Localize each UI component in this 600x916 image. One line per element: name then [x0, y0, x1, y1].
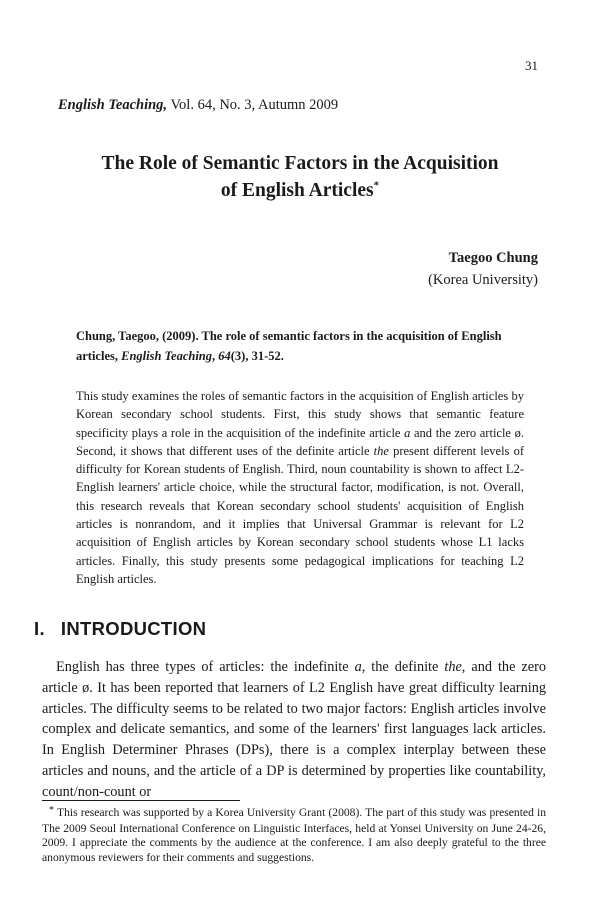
- journal-header: [58, 97, 338, 114]
- title-line-2: [60, 177, 540, 204]
- intro-text-2: , the definite: [361, 659, 445, 675]
- author-affiliation: (Korea University): [428, 272, 538, 288]
- abstract-article-the: the: [373, 443, 389, 458]
- section-heading: [34, 618, 206, 640]
- intro-article-a: a: [354, 659, 362, 675]
- abstract-text-1: This study examines the roles of semantic factors in the acquisition of English articles by Korean secondary school students. First, this study shows that semantic feature specificity plays a role in the acquisition of the indefinite article: [76, 389, 524, 440]
- footnote-rule: [42, 800, 240, 801]
- intro-article-the: the,: [444, 659, 466, 675]
- intro-text-3: and the zero article ø. It has been reported that learners of L2 English have great difficulty learning articles. The difficulty seems to be related to two major factors: English articles involve complex and delicate semantics, and some of the learners' first languages lack articles. In English Determiner Phrases (DPs), there is a complex interplay between these articles and nouns, and the article of a DP is determined by properties like countability, count/non-count or: [42, 659, 546, 800]
- page-number: 31: [525, 58, 538, 73]
- abstract-text-2: and the zero article ø. Second, it shows that different uses of the definite article: [76, 425, 524, 458]
- intro-paragraph: [42, 657, 546, 803]
- author-name: Taegoo Chung: [448, 250, 538, 266]
- section-number: I.: [34, 618, 45, 639]
- title-line-1: The Role of Semantic Factors in the Acquisition: [101, 153, 499, 174]
- citation-volume: 64: [218, 349, 231, 363]
- citation: [76, 326, 524, 366]
- title-line-2-text: of English Articles: [220, 180, 374, 201]
- citation-journal: English Teaching: [121, 349, 213, 363]
- author-block: [428, 247, 538, 291]
- footnote: [42, 806, 546, 865]
- citation-rest: (3), 31-52.: [230, 349, 284, 363]
- paper-title: [60, 150, 540, 204]
- intro-text-1: English has three types of articles: the indefinite: [56, 659, 355, 675]
- abstract-text-3: present different levels of difficulty for Korean students of English. Third, noun countability is shown to affect L2-English learners' article choice, while the structural factor, modification, is not. Overall, this research reveals that Korean secondary school students' acquisition of English articles is nonrandom, and it implies that Universal Grammar is relevant for L2 acquisition of English articles by Korean secondary school students whose L1 lacks articles. Finally, this study presents some pedagogical implications for teaching L2 English articles.: [76, 443, 524, 586]
- abstract-article-a: a: [404, 425, 411, 440]
- journal-issue: Vol. 64, No. 3, Autumn 2009: [170, 97, 339, 113]
- section-title: INTRODUCTION: [60, 618, 207, 639]
- citation-volume-sep: ,: [212, 349, 219, 363]
- citation-text: Chung, Taegoo, (2009). The role of semantic factors in the acquisition of English articles,: [76, 329, 502, 363]
- journal-name: English Teaching,: [58, 97, 168, 113]
- footnote-mark: *: [49, 805, 54, 816]
- abstract: [76, 387, 524, 588]
- footnote-text: This research was supported by a Korea University Grant (2008). The part of this study was presented in The 2009 Seoul International Conference on Linguistic Interfaces, held at Yonsei University on June 24-26, 2009. I appreciate the comments by the audience at the conference. I am also deeply grateful to the three anonymous reviewers for their comments and suggestions.: [42, 806, 546, 864]
- title-footnote-mark: *: [373, 179, 380, 192]
